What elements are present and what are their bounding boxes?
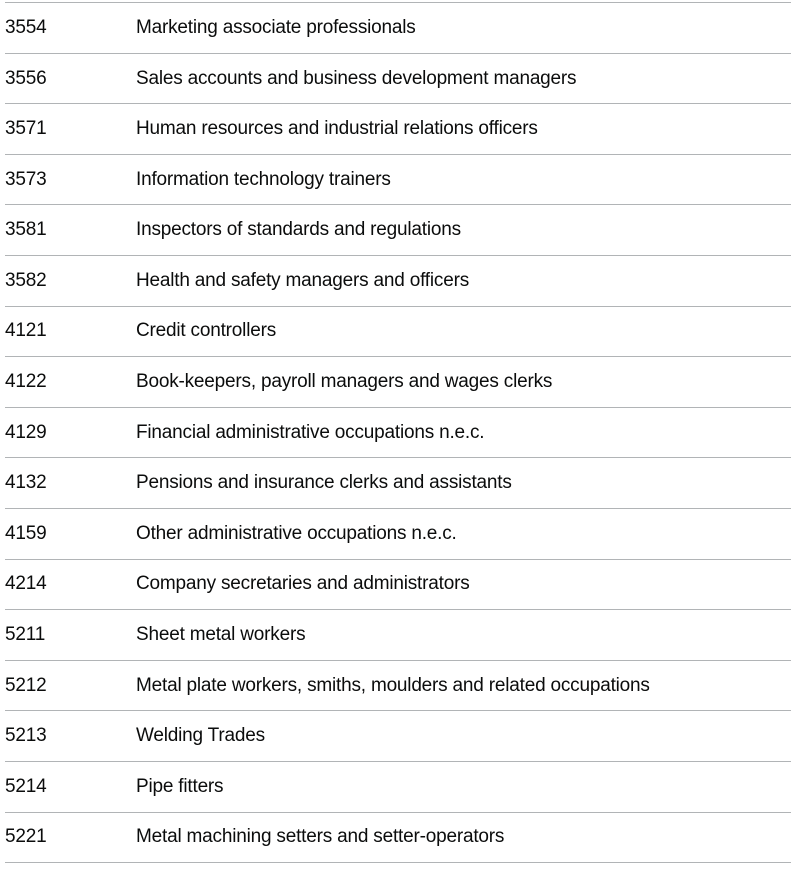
- table-row: [5, 508, 791, 559]
- occupation-name-cell: Other administrative occupations n.e.c.: [136, 508, 791, 559]
- occupation-code-cell: 5221: [5, 812, 136, 863]
- occupation-code-cell: 4132: [5, 458, 136, 509]
- occupation-code-cell: 3581: [5, 205, 136, 256]
- occupation-name-cell: Metal machining setters and setter-operators: [136, 812, 791, 863]
- table-row: [5, 812, 791, 863]
- table-row: [5, 610, 791, 661]
- table-row: [5, 306, 791, 357]
- occupation-codes-table: [5, 2, 791, 863]
- table-row: [5, 711, 791, 762]
- table-row: [5, 559, 791, 610]
- occupation-name-cell: Company secretaries and administrators: [136, 559, 791, 610]
- table-row: [5, 255, 791, 306]
- occupation-name-cell: Financial administrative occupations n.e.c.: [136, 407, 791, 458]
- occupation-code-cell: 3573: [5, 154, 136, 205]
- occupation-code-cell: 5213: [5, 711, 136, 762]
- occupation-code-cell: 4214: [5, 559, 136, 610]
- table-row: [5, 205, 791, 256]
- occupation-name-cell: Information technology trainers: [136, 154, 791, 205]
- table-body: [5, 3, 791, 863]
- occupation-code-cell: 4159: [5, 508, 136, 559]
- occupation-name-cell: Health and safety managers and officers: [136, 255, 791, 306]
- occupation-name-cell: Pensions and insurance clerks and assistants: [136, 458, 791, 509]
- occupation-name-cell: Inspectors of standards and regulations: [136, 205, 791, 256]
- table-row: [5, 357, 791, 408]
- occupation-code-cell: 4122: [5, 357, 136, 408]
- occupation-code-cell: 3571: [5, 104, 136, 155]
- table-row: [5, 3, 791, 54]
- table-row: [5, 53, 791, 104]
- occupation-code-cell: 3556: [5, 53, 136, 104]
- table-row: [5, 660, 791, 711]
- occupation-name-cell: Sheet metal workers: [136, 610, 791, 661]
- occupation-code-cell: 5212: [5, 660, 136, 711]
- table-row: [5, 407, 791, 458]
- occupation-name-cell: Welding Trades: [136, 711, 791, 762]
- table-row: [5, 104, 791, 155]
- occupation-code-cell: 3582: [5, 255, 136, 306]
- table-row: [5, 761, 791, 812]
- occupation-name-cell: Sales accounts and business development managers: [136, 53, 791, 104]
- occupation-code-cell: 5211: [5, 610, 136, 661]
- occupation-code-cell: 4129: [5, 407, 136, 458]
- occupation-name-cell: Metal plate workers, smiths, moulders and related occupations: [136, 660, 791, 711]
- occupation-name-cell: Book-keepers, payroll managers and wages clerks: [136, 357, 791, 408]
- occupation-name-cell: Marketing associate professionals: [136, 3, 791, 54]
- table-row: [5, 458, 791, 509]
- occupation-code-cell: 5214: [5, 761, 136, 812]
- occupation-name-cell: Pipe fitters: [136, 761, 791, 812]
- table-row: [5, 154, 791, 205]
- occupation-code-cell: 4121: [5, 306, 136, 357]
- occupation-code-cell: 3554: [5, 3, 136, 54]
- occupation-name-cell: Credit controllers: [136, 306, 791, 357]
- occupation-name-cell: Human resources and industrial relations officers: [136, 104, 791, 155]
